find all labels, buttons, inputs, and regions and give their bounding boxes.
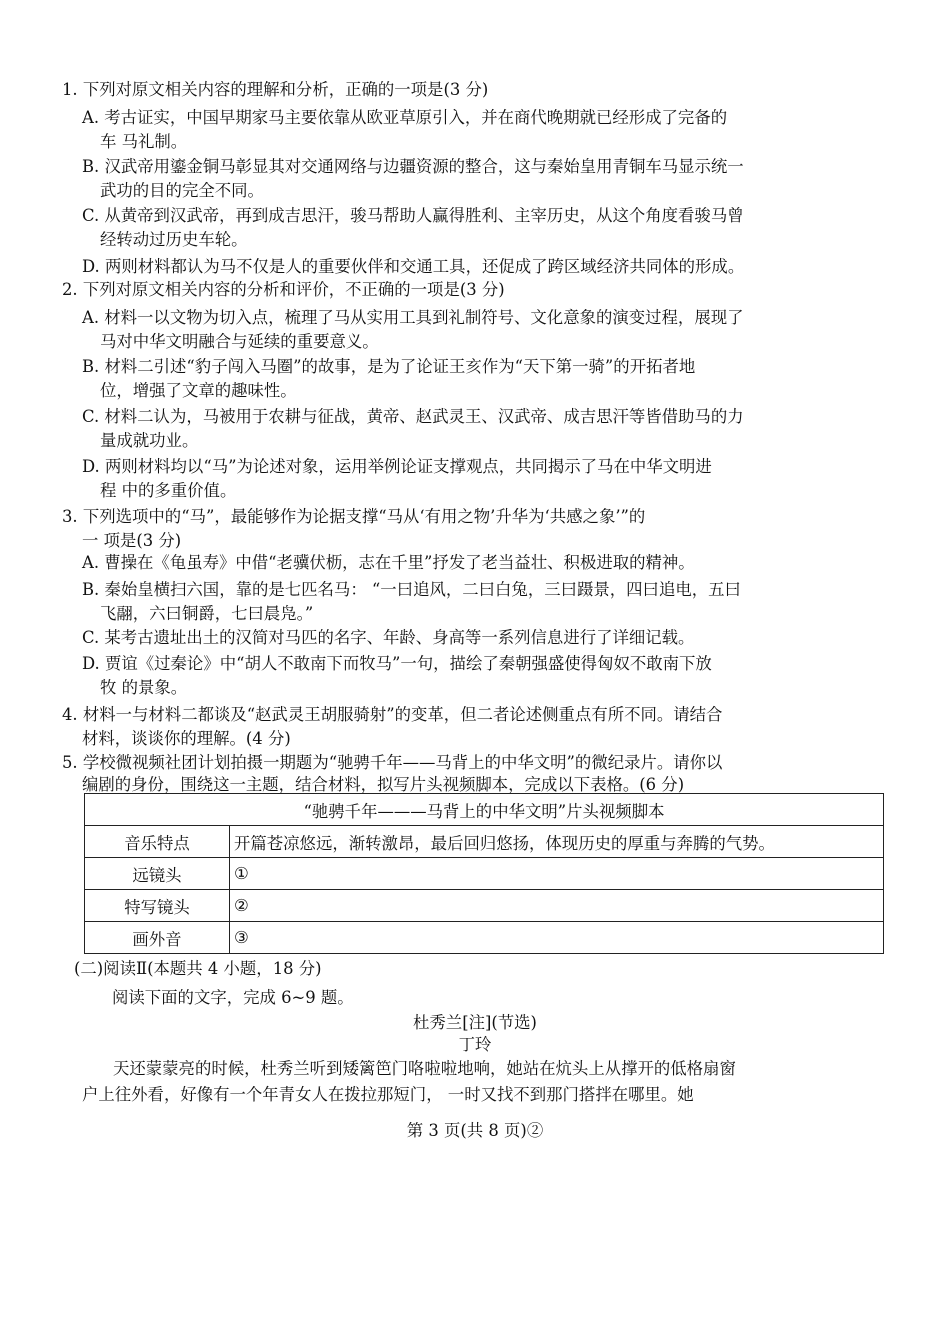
q5-stem: 5. 学校微视频社团计划拍摄一期题为“驰骋千年——马背上的中华文明”的微纪录片。请你以 (62, 753, 723, 772)
q5-stem-cont: 编剧的身份，围绕这一主题，结合材料，拟写片头视频脚本，完成以下表格。(6 分) (82, 775, 685, 794)
q1-option-b-cont: 武功的目的完全不同。 (100, 181, 264, 200)
q1-option-c: C. 从黄帝到汉武帝，再到成吉思汗，骏马帮助人赢得胜利、主宰历史，从这个角度看骏马曾 (82, 206, 744, 225)
passage-paragraph-cont: 户上往外看，好像有一个年青女人在拨拉那短门， 一时又找不到那门搭拌在哪里。她 (82, 1085, 694, 1104)
q3-option-d: D. 贾谊《过秦论》中“胡人不敢南下而牧马”一句，描绘了秦朝强盛使得匈奴不敢南下放 (82, 654, 712, 673)
q1-option-a-cont: 车 马礼制。 (100, 132, 188, 151)
page-footer: 第 3 页(共 8 页)② (406, 1121, 544, 1140)
row-label: 远镜头 (85, 858, 230, 890)
q2-option-b-cont: 位，增强了文章的趣味性。 (100, 381, 297, 400)
row-label: 特写镜头 (85, 890, 230, 922)
table-row (85, 858, 884, 890)
passage-title: 杜秀兰[注](节选) (413, 1013, 537, 1032)
row-label: 音乐特点 (85, 826, 230, 858)
q3-option-b-cont: 飞翮，六曰铜爵，七曰晨凫。” (100, 604, 314, 623)
row-value: ① (230, 858, 884, 890)
q2-option-a: A. 材料一以文物为切入点，梳理了马从实用工具到礼制符号、文化意象的演变过程，展现了 (82, 308, 744, 327)
q1-option-d: D. 两则材料都认为马不仅是人的重要伙伴和交通工具，还促成了跨区域经济共同体的形成。 (82, 257, 745, 276)
q3-option-b: B. 秦始皇横扫六国，靠的是七匹名马： “一曰追风，二曰白兔，三曰蹑景，四曰追电，五曰 (82, 580, 741, 599)
table-header-row (85, 794, 884, 826)
q2-stem: 2. 下列对原文相关内容的分析和评价，不正确的一项是(3 分) (62, 280, 505, 299)
q4-stem-cont: 材料，谈谈你的理解。(4 分) (82, 729, 291, 748)
row-label: 画外音 (85, 922, 230, 954)
section-heading: (二)阅读Ⅱ(本题共 4 小题，18 分) (74, 959, 322, 978)
q3-option-a: A. 曹操在《龟虽寿》中借“老骥伏枥，志在千里”抒发了老当益壮、积极进取的精神。 (82, 553, 695, 572)
table-row (85, 922, 884, 954)
q1-option-a: A. 考古证实，中国早期家马主要依靠从欧亚草原引入，并在商代晚期就已经形成了完备的 (82, 108, 728, 127)
script-table (84, 793, 884, 954)
table-row (85, 826, 884, 858)
q3-option-c: C. 某考古遗址出土的汉简对马匹的名字、年龄、身高等一系列信息进行了详细记载。 (82, 628, 695, 647)
table-row (85, 890, 884, 922)
q3-stem-cont: 一 项是(3 分) (82, 531, 182, 550)
q2-option-b: B. 材料二引述“豹子闯入马圈”的故事，是为了论证王亥作为“天下第一骑”的开拓者地 (82, 357, 696, 376)
q3-option-d-cont: 牧 的景象。 (100, 678, 188, 697)
row-value: ② (230, 890, 884, 922)
passage-author: 丁玲 (458, 1035, 492, 1054)
passage-paragraph: 天还蒙蒙亮的时候，杜秀兰听到矮篱笆门咯啦啦地响，她站在炕头上从撑开的低格扇窗 (113, 1059, 736, 1078)
reading-instruction: 阅读下面的文字，完成 6~9 题。 (112, 988, 354, 1007)
q1-stem: 1. 下列对原文相关内容的理解和分析，正确的一项是(3 分) (62, 80, 489, 99)
q4-stem: 4. 材料一与材料二都谈及“赵武灵王胡服骑射”的变革，但二者论述侧重点有所不同。请结合 (62, 705, 723, 724)
q3-stem: 3. 下列选项中的“马”，最能够作为论据支撑“马从‘有用之物’升华为‘共感之象’”的 (62, 507, 646, 526)
table-title: “驰骋千年———马背上的中华文明”片头视频脚本 (85, 794, 884, 826)
row-value: ③ (230, 922, 884, 954)
q1-option-b: B. 汉武帝用鎏金铜马彰显其对交通网络与边疆资源的整合，这与秦始皇用青铜车马显示统一 (82, 157, 744, 176)
row-value: 开篇苍凉悠远，渐转激昂，最后回归悠扬，体现历史的厚重与奔腾的气势。 (230, 826, 884, 858)
q1-option-c-cont: 经转动过历史车轮。 (100, 230, 248, 249)
q2-option-d-cont: 程 中的多重价值。 (100, 481, 237, 500)
q2-option-c: C. 材料二认为，马被用于农耕与征战，黄帝、赵武灵王、汉武帝、成吉思汗等皆借助马的力 (82, 407, 744, 426)
q2-option-c-cont: 量成就功业。 (100, 431, 199, 450)
q2-option-a-cont: 马对中华文明融合与延续的重要意义。 (100, 332, 379, 351)
q2-option-d: D. 两则材料均以“马”为论述对象，运用举例论证支撑观点，共同揭示了马在中华文明进 (82, 457, 712, 476)
